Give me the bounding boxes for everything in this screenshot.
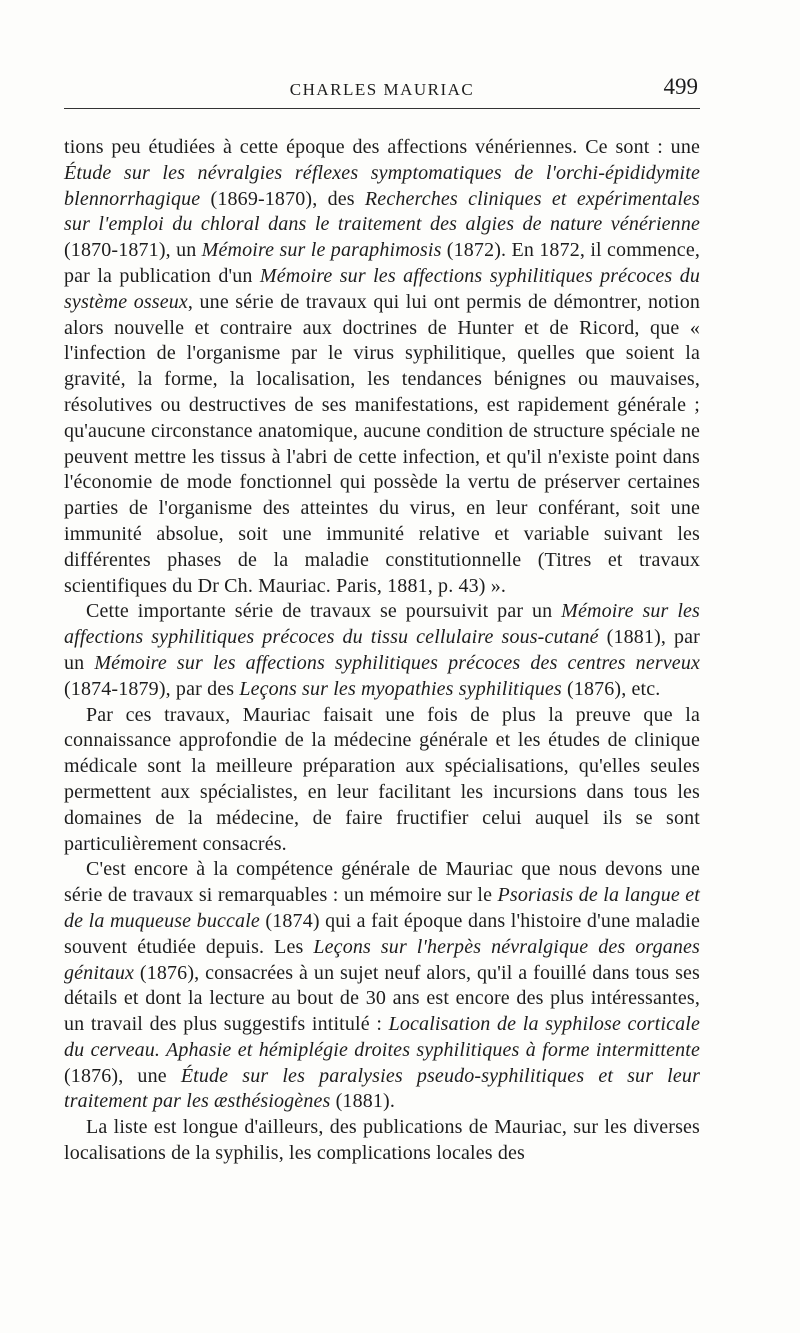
- text-run: (1874-1879), par des: [64, 677, 240, 700]
- paragraph-3: [64, 703, 700, 858]
- text-run: C'est encore à la compétence générale de Mauriac que nous devons une série de travaux si remarquables : un mémoire sur le: [64, 858, 700, 907]
- italic-title: Recherches cliniques et expérimentales sur l'emploi du chloral dans le traitement des algies de nature vénérienne: [64, 187, 700, 236]
- text-run: Cette importante série de travaux se poursuivit par un: [86, 600, 562, 623]
- text-run: (1869-1870), des: [200, 187, 365, 210]
- text-run: , une série de travaux qui lui ont permis de démontrer, notion alors nouvelle et contraire aux doctrines de Hunter et de Ricord, que « l'infection de l'organisme par le virus syphilitique, quelles que soient la gravité, la forme, la localisation, les tendances bénignes ou mauvaises, résolutives ou destructives de ses manifestations, est rapidement générale ; qu'aucune circonstance anatomique, aucune condition de structure spéciale ne peuvent mettre les tissus à l'abri de cette infection, et qu'il n'existe point dans l'économie de mode fonctionnel qui possède la vertu de préserver certaines parties de l'organisme des atteintes du virus, en leur conférant, soit une immunité absolue, soit une immunité relative et variable suivant les différentes phases de la maladie constitutionnelle (Titres et travaux scientifiques du Dr Ch. Mauriac. Paris, 1881, p. 43) ».: [64, 290, 700, 597]
- book-page: [64, 70, 700, 1167]
- page-number: 499: [663, 74, 698, 99]
- body-text: [64, 135, 700, 1167]
- italic-title: Étude sur les névralgies réflexes symptomatiques de l'orchi-épididymite blennorrhagique: [64, 161, 700, 210]
- text-run: (1881), par un: [64, 626, 700, 674]
- italic-title: Mémoire sur les affections syphilitiques précoces du système osseux: [64, 264, 701, 313]
- italic-title: Leçons sur l'herpès névralgique des organes génitaux: [64, 935, 700, 984]
- text-run: (1876), consacrées à un sujet neuf alors, qu'il a fouillé dans tous ses détails et dont la lecture au bout de 30 ans est encore des plus intéressantes, un travail des plus suggestifs intitulé :: [64, 961, 700, 1036]
- text-run: La liste est longue d'ailleurs, des publications de Mauriac, sur les diverses localisations de la syphilis, les complications locales des: [64, 1116, 700, 1165]
- italic-title: Psoriasis de la langue et de la muqueuse buccale: [64, 884, 701, 932]
- running-head: CHARLES MAURIAC: [289, 80, 475, 99]
- italic-title: Mémoire sur les affections syphilitiques précoces du tissu cellulaire sous-cutané: [64, 600, 700, 649]
- paragraph-2: [64, 599, 700, 702]
- italic-title: Mémoire sur le paraphimosis: [201, 239, 442, 262]
- text-run: (1872). En 1872, il commence, par la publication d'un: [64, 239, 700, 287]
- text-run: (1876), une: [64, 1064, 181, 1087]
- paragraph-1: [64, 135, 700, 599]
- paragraph-4: [64, 857, 700, 1115]
- text-run: (1876), etc.: [561, 677, 661, 700]
- page-header: [64, 70, 700, 109]
- text-run: tions peu étudiées à cette époque des affections vénériennes. Ce sont : une: [64, 136, 700, 158]
- italic-title: Leçons sur les myopathies syphilitiques: [239, 677, 562, 700]
- text-run: Par ces travaux, Mauriac faisait une fois de plus la preuve que la connaissance approfondie de la médecine générale et les études de clinique médicale sont la meilleure préparation aux spécialisations, qu'elles seules permettent aux spécialistes, en leur facilitant les incursions dans tous les domaines de la médecine, de faire fructifier celui auquel ils se sont particulièrement consacrés.: [64, 703, 700, 855]
- italic-title: Localisation de la syphilose corticale du cerveau. Aphasie et hémiplégie droites syphilitiques à forme intermittente: [64, 1013, 700, 1061]
- italic-title: Mémoire sur les affections syphilitiques précoces des centres nerveux: [94, 651, 701, 674]
- paragraph-5: [64, 1115, 700, 1167]
- text-run: (1870-1871), un: [64, 239, 202, 262]
- text-run: (1874) qui a fait époque dans l'histoire d'une maladie souvent étudiée depuis. Les: [64, 909, 701, 958]
- italic-title: Étude sur les paralysies pseudo-syphilitiques et sur leur traitement par les æsthésiogènes: [64, 1064, 700, 1113]
- text-run: (1881).: [330, 1090, 395, 1113]
